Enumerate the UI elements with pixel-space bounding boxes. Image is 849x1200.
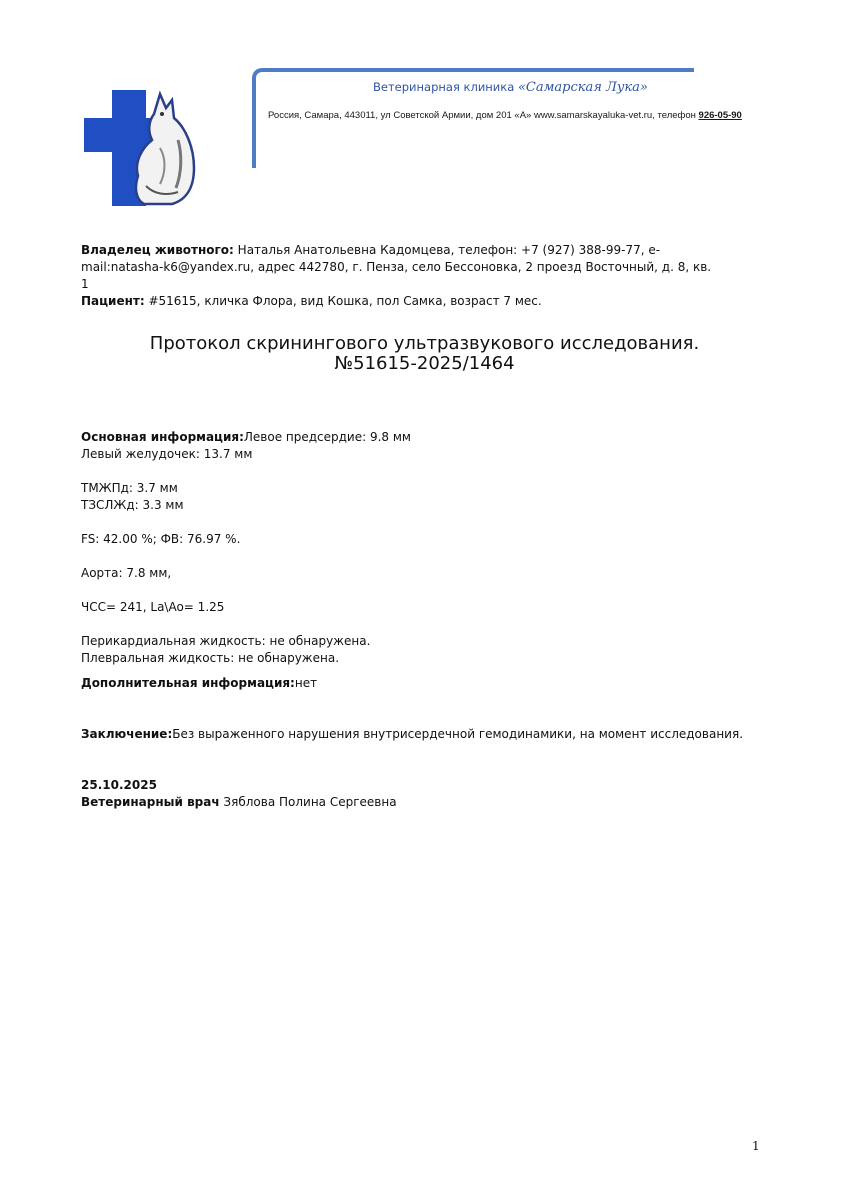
clinic-address [268,110,742,121]
conclusion-label: Заключение: [81,727,173,741]
lv-value: Левый желудочек: 13.7 мм [81,447,253,461]
owner-text: Наталья Анатольевна Кадомцева, телефон: +7 (927) 388-99-77, e-mail:natasha-k6@yandex.ru, адрес 442780, г. Пенза, село Бессоновка, 2 проезд Восточный, д. 8, кв. 1 [81,243,712,291]
doctor-name: Зяблова Полина Сергеевна [219,795,397,809]
patient-label: Пациент: [81,294,145,308]
aorta-value: Аорта: 7.8 мм, [81,566,172,580]
page-title [0,334,849,374]
clinic-address-text: Россия, Самара, 443011, ул Советской Армии, дом 201 «А» www.samarskayaluka-vet.ru, телефон [268,110,696,121]
extra-info-label: Дополнительная информация: [81,676,295,690]
page-number: 1 [752,1139,760,1153]
extra-info-line [81,675,781,692]
pericardial-value: Перикардиальная жидкость: не обнаружена. [81,634,371,648]
protocol-body [81,429,781,811]
basic-info-label: Основная информация: [81,430,244,444]
clinic-name-prefix: Ветеринарная клиника [373,80,515,94]
conclusion-value: Без выраженного нарушения внутрисердечной гемодинамики, на момент исследования. [172,727,744,741]
title-line-1: Протокол скринингового ультразвукового исследования. [149,333,700,354]
hr-value: ЧСС= 241, La\Ao= 1.25 [81,600,225,614]
lvpw-value: ТЗСЛЖд: 3.3 мм [81,498,184,512]
fs-value: FS: 42.00 %; ФВ: 76.97 %. [81,532,241,546]
report-date: 25.10.2025 [81,778,157,792]
clinic-name [373,80,648,95]
clinic-logo [82,88,202,208]
doctor-label: Ветеринарный врач [81,795,220,809]
title-line-2: №51615-2025/1464 [334,353,515,374]
owner-block [81,242,721,310]
owner-label: Владелец животного: [81,243,234,257]
pleural-value: Плевральная жидкость: не обнаружена. [81,651,340,665]
patient-line [81,293,721,310]
clinic-phone: 926-05-90 [698,110,742,121]
ivs-value: ТМЖПд: 3.7 мм [81,481,178,495]
extra-info-value: нет [294,676,318,690]
doctor-line [81,794,781,811]
la-value: Левое предсердие: 9.8 мм [243,430,411,444]
basic-info-line [81,429,781,446]
conclusion-line [81,726,781,743]
clinic-name-brand: «Самарская Лука» [517,80,648,95]
patient-text: #51615, кличка Флора, вид Кошка, пол Самка, возраст 7 мес. [144,294,542,308]
owner-line [81,242,721,293]
